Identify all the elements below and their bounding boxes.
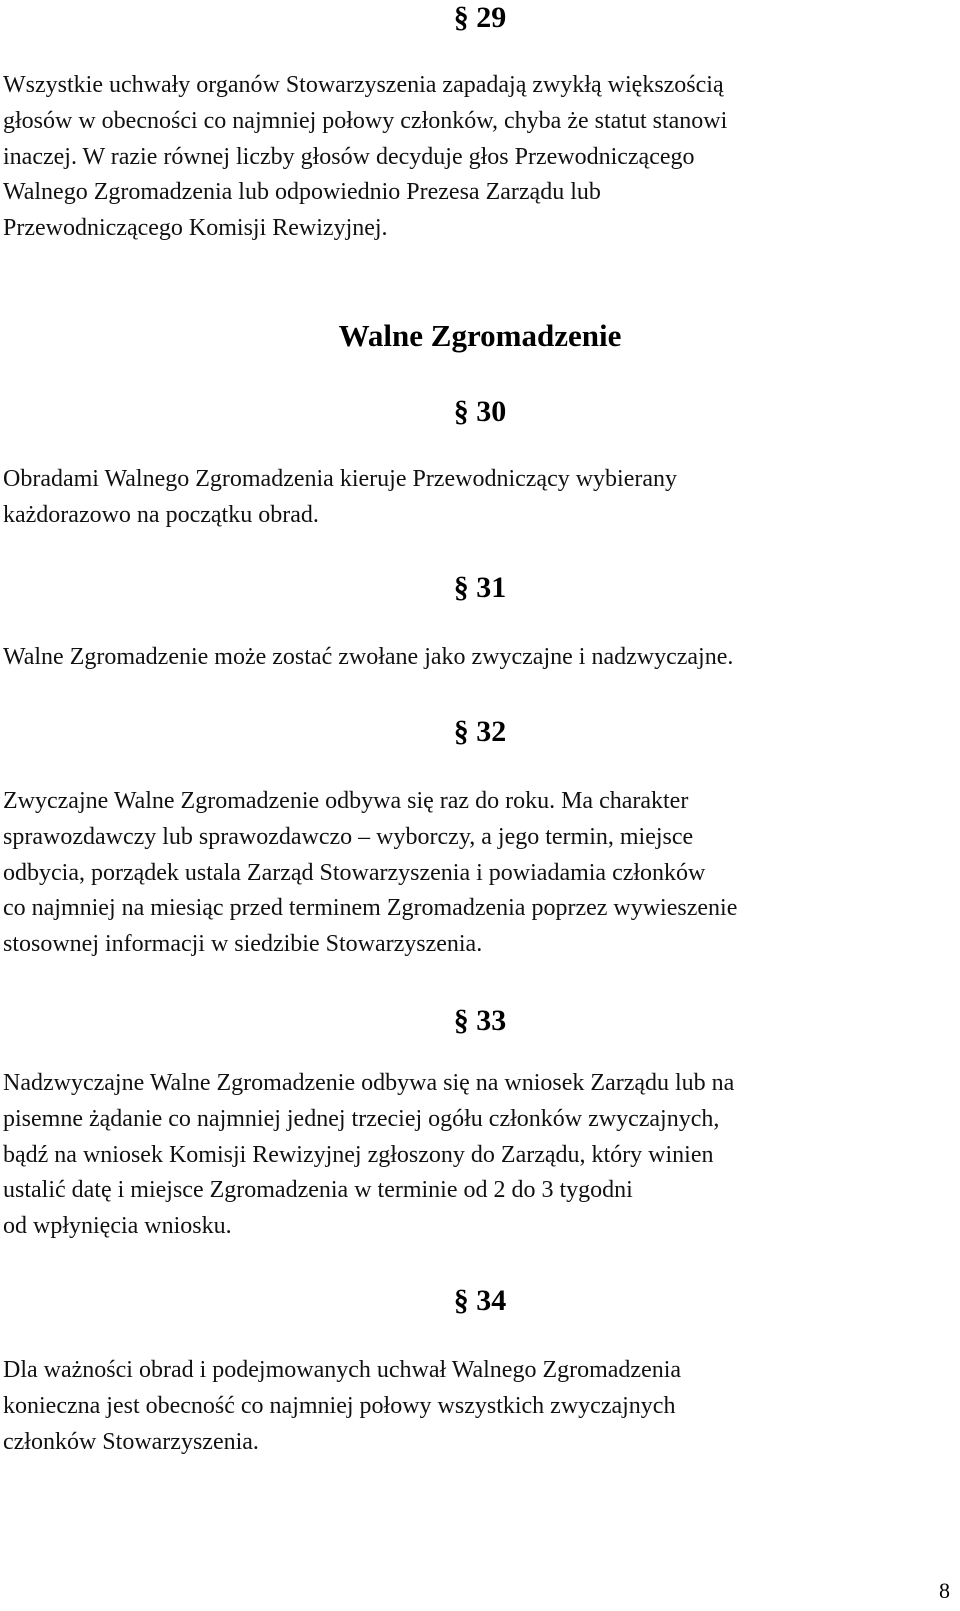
text-line: konieczna jest obecność co najmniej połowy wszystkich zwyczajnych — [3, 1392, 676, 1419]
text-line: stosownej informacji w siedzibie Stowarzyszenia. — [3, 931, 483, 958]
section-32-text — [3, 784, 943, 963]
text-line: Dla ważności obrad i podejmowanych uchwał Walnego Zgromadzenia — [3, 1357, 682, 1383]
text-line: Nadzwyczajne Walne Zgromadzenie odbywa się na wniosek Zarządu lub na — [3, 1070, 735, 1096]
text-line: Wszystkie uchwały organów Stowarzyszenia zapadają zwykłą większością — [3, 72, 724, 98]
text-line: każdorazowo na początku obrad. — [3, 501, 319, 528]
text-line: ustalić datę i miejsce Zgromadzenia w terminie od 2 do 3 tygodni — [3, 1177, 633, 1204]
text-line: Obradami Walnego Zgromadzenia kieruje Przewodniczący wybierany — [3, 466, 678, 492]
section-mark-31: § 31 — [453, 571, 507, 604]
page-number: 8 — [939, 1578, 950, 1603]
text-line: członków Stowarzyszenia. — [3, 1428, 259, 1455]
text-line: Walnego Zgromadzenia lub odpowiednio Prezesa Zarządu lub — [3, 179, 601, 206]
section-29-text — [3, 68, 943, 247]
section-33-text — [3, 1066, 943, 1245]
section-mark-34: § 34 — [453, 1284, 507, 1317]
section-mark-33: § 33 — [453, 1004, 507, 1037]
chapter-heading: Walne Zgromadzenie — [338, 318, 622, 353]
section-mark-32: § 32 — [453, 715, 507, 748]
section-mark-29: § 29 — [453, 1, 507, 34]
text-line: bądź na wniosek Komisji Rewizyjnej zgłoszony do Zarządu, który winien — [3, 1141, 714, 1168]
section-34-text — [3, 1353, 943, 1460]
text-line: Walne Zgromadzenie może zostać zwołane jako zwyczajne i nadzwyczajne. — [3, 644, 734, 670]
text-line: odbycia, porządek ustala Zarząd Stowarzyszenia i powiadamia członków — [3, 859, 706, 886]
text-line: Zwyczajne Walne Zgromadzenie odbywa się raz do roku. Ma charakter — [3, 788, 689, 814]
section-31-text — [3, 640, 943, 676]
text-line: głosów w obecności co najmniej połowy członków, chyba że statut stanowi — [3, 107, 728, 134]
text-line: od wpłynięcia wniosku. — [3, 1213, 232, 1240]
section-30-text — [3, 462, 943, 534]
text-line: inaczej. W razie równej liczby głosów decyduje głos Przewodniczącego — [3, 143, 695, 170]
text-line: co najmniej na miesiąc przed terminem Zgromadzenia poprzez wywieszenie — [3, 895, 738, 922]
text-line: pisemne żądanie co najmniej jednej trzeciej ogółu członków zwyczajnych, — [3, 1105, 720, 1132]
text-line: sprawozdawczy lub sprawozdawczo – wyborczy, a jego termin, miejsce — [3, 823, 694, 850]
text-line: Przewodniczącego Komisji Rewizyjnej. — [3, 215, 388, 242]
section-mark-30: § 30 — [453, 395, 507, 428]
